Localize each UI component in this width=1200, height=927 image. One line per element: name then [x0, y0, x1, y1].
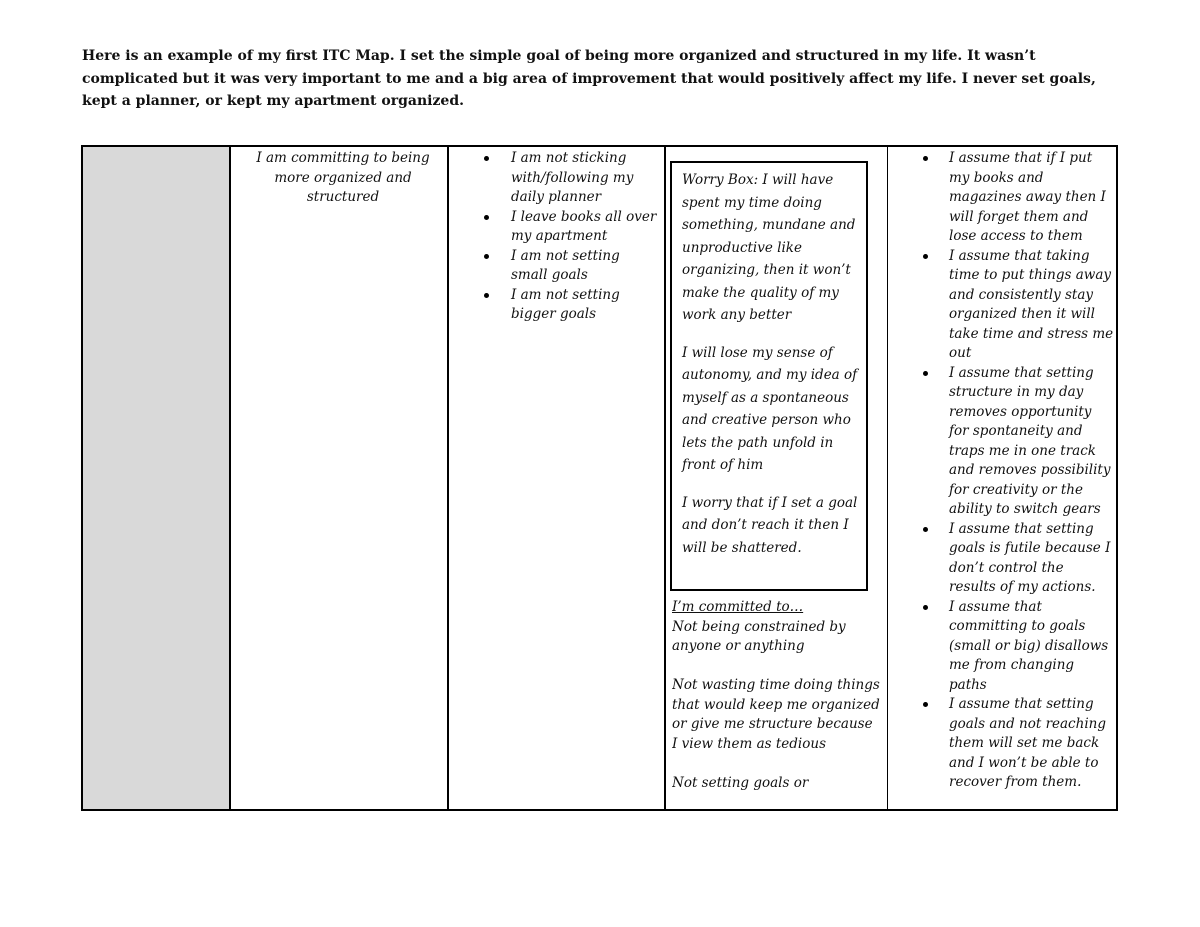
itc-column-2-commitment — [231, 147, 449, 809]
worry-box-paragraph: I worry that if I set a goal and don’t reach it then I will be shattered. — [682, 494, 858, 556]
list-item: I assume that if I put my books and magazines away then I will forget them and lose access to them — [949, 149, 1114, 247]
itc-column-4-competing-commitments — [666, 147, 888, 809]
intro-paragraph: Here is an example of my first ITC Map. I set the simple goal of being more organized and structured in my life. It wasn’t complicated but it was very important to me and a big area of improvement that would positively affect my life. I never set goals, kept a planner, or kept my apartment organized. — [82, 48, 1096, 109]
list-item: I assume that setting structure in my day removes opportunity for spontaneity and traps me in one track and removes possibility for creativity or the ability to switch gears — [949, 364, 1114, 520]
committed-item: Not setting goals or — [672, 774, 809, 791]
itc-map-table — [81, 145, 1118, 811]
itc-column-5-big-assumptions — [888, 147, 1118, 809]
worry-box-paragraph: Worry Box: I will have spent my time doing something, mundane and unproductive like organizing, then it won’t make the quality of my work any better — [682, 172, 856, 323]
worry-box-paragraph: I will lose my sense of autonomy, and my idea of myself as a spontaneous and creative person who lets the path unfold in front of him — [682, 344, 858, 473]
list-item: I leave books all over my apartment — [511, 208, 660, 247]
list-item: I am not setting small goals — [511, 247, 660, 286]
list-item: I assume that setting goals and not reaching them will set me back and I won’t be able to recover from them. — [949, 695, 1114, 793]
list-item: I assume that setting goals is futile because I don’t control the results of my actions. — [949, 520, 1114, 598]
doing-not-doing-list — [449, 147, 664, 325]
committed-item: Not being constrained by anyone or anything — [672, 618, 846, 654]
list-item: I assume that committing to goals (small or big) disallows me from changing paths — [949, 598, 1114, 696]
committed-item: Not wasting time doing things that would keep me organized or give me structure because I view them as tedious — [672, 677, 880, 752]
committed-to-heading: I’m committed to… — [672, 599, 804, 615]
big-assumptions-list — [888, 147, 1118, 793]
list-item: I assume that taking time to put things away and consistently stay organized then it will take time and stress me out — [949, 247, 1114, 364]
list-item: I am not setting bigger goals — [511, 286, 660, 325]
list-item: I am not sticking with/following my daily planner — [511, 149, 660, 208]
worry-box — [670, 161, 868, 591]
competing-commitments — [672, 598, 882, 809]
commitment-goal-text: I am committing to being more organized and structured — [256, 150, 430, 206]
itc-column-3-doing-not-doing — [449, 147, 666, 809]
itc-column-1-empty — [83, 147, 231, 809]
